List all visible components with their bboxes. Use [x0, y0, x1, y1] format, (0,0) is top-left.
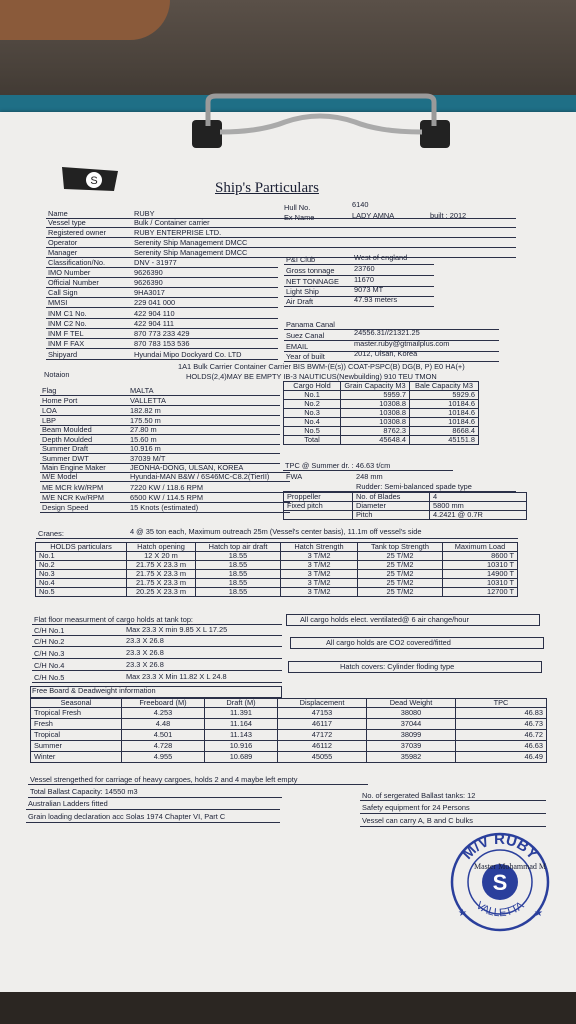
dimension-value: 15 Knots (estimated)	[130, 503, 199, 512]
freeboard-cell: 38080	[367, 708, 456, 719]
holds-cell: 12700 T	[443, 588, 518, 597]
grain-cell: 10308.8	[341, 400, 410, 409]
grain-cell: No.3	[284, 409, 341, 418]
freeboard-cell: 10.689	[205, 752, 278, 763]
right-particular-label: Air Draft	[286, 297, 314, 306]
dimension-label: M/E NCR Kw/RPM	[42, 493, 105, 502]
table-row	[284, 502, 527, 511]
table-row	[36, 588, 518, 597]
holds-cell: 18.55	[196, 552, 281, 561]
freeboard-cell: Summer	[31, 741, 122, 752]
grain-header: Cargo Hold	[284, 382, 341, 391]
cargo-hold-label: C/H No.5	[34, 673, 65, 682]
fwa-value: 248 mm	[356, 472, 383, 481]
holds-cell: 3 T/M2	[281, 561, 358, 570]
cargo-hold-label: C/H No.4	[34, 661, 65, 670]
dimension-label: M/E Model	[42, 472, 78, 481]
dimension-value: 37039 M/T	[130, 454, 166, 463]
holds-cell: 8600 T	[443, 552, 518, 561]
table-row	[31, 719, 547, 730]
particular-label: MMSI	[48, 298, 68, 307]
rule-line	[46, 237, 516, 238]
propeller-table	[283, 492, 527, 520]
co2-note: All cargo holds are CO2 covered/fitted	[326, 638, 451, 647]
dimension-value: 7220 KW / 118.6 RPM	[130, 483, 203, 492]
holds-cell: 20.25 X 23.3 m	[127, 588, 196, 597]
right-particular-value: West of england	[354, 253, 408, 262]
freeboard-cell: 4.955	[122, 752, 205, 763]
right-particular-label: Gross tonnage	[286, 266, 335, 275]
cargo-hold-value: Max 23.3 X min 9.85 X L 17.25	[126, 625, 228, 634]
grain-cell: No.1	[284, 391, 341, 400]
holds-cell: 18.55	[196, 588, 281, 597]
holds-cell: 21.75 X 23.3 m	[127, 570, 196, 579]
australian-ladders: Australian Ladders fitted	[28, 799, 108, 808]
dimension-label: Home Port	[42, 396, 78, 405]
holds-cell: 21.75 X 23.3 m	[127, 561, 196, 570]
right-particular-value: 9073 MT	[354, 285, 384, 294]
holds-header: Maximum Load	[443, 543, 518, 552]
canal-label: Year of built	[286, 352, 325, 361]
freeboard-cell: Fresh	[31, 719, 122, 730]
dimension-value: 10.916 m	[130, 444, 161, 453]
dimension-value: 15.60 m	[130, 435, 157, 444]
canal-label: Suez Canal	[286, 331, 325, 340]
grain-header: Bale Capacity M3	[410, 382, 479, 391]
particular-value: 9626390	[134, 278, 163, 287]
dimension-label: Depth Moulded	[42, 435, 93, 444]
holds-header: HOLDS particulars	[36, 543, 127, 552]
propeller-cell: Pitch	[353, 511, 430, 520]
dimension-value: 6500 KW / 114.5 RPM	[130, 493, 203, 502]
freeboard-title: Free Board & Deadweight information	[32, 686, 156, 695]
hull-no-value: 6140	[352, 200, 369, 209]
ship-stamp	[448, 830, 552, 934]
dimension-label: LOA	[42, 406, 57, 415]
freeboard-cell: 4.501	[122, 730, 205, 741]
grain-cell: No.4	[284, 418, 341, 427]
rule-line	[360, 800, 546, 801]
rule-line	[28, 797, 282, 798]
holds-cell: 21.75 X 23.3 m	[127, 579, 196, 588]
holds-cell: 18.55	[196, 570, 281, 579]
canal-value: master.ruby@gtmailplus.com	[354, 339, 450, 348]
grain-cell: 10308.8	[341, 409, 410, 418]
rule-line	[40, 512, 290, 513]
grain-declaration: Grain loading declaration acc Solas 1974 Chapter VI, Part C	[28, 812, 226, 821]
freeboard-cell: 46117	[278, 719, 367, 730]
canal-label: Panama Canal	[286, 320, 335, 329]
dimension-value: 27.80 m	[130, 425, 157, 434]
safety-equipment: Safety equipment for 24 Persons	[362, 803, 470, 812]
dimension-value: 182.82 m	[130, 406, 161, 415]
rule-line	[40, 481, 290, 482]
holds-cell: 3 T/M2	[281, 570, 358, 579]
right-particular-label: Light Ship	[286, 287, 319, 296]
freeboard-cell: 38099	[367, 730, 456, 741]
propeller-cell: No. of Blades	[353, 493, 430, 502]
rule-line	[284, 306, 434, 307]
table-row	[36, 570, 518, 579]
canal-label: EMAIL	[286, 342, 309, 351]
freeboard-header: Draft (M)	[205, 699, 278, 708]
svg-text:M/V RUBY	[459, 831, 541, 863]
grain-cell: Total	[284, 436, 341, 445]
grain-cell: 8668.4	[410, 427, 479, 436]
holds-cell: 12 X 20 m	[127, 552, 196, 561]
cloth	[0, 0, 170, 40]
holds-cell: 25 T/M2	[358, 561, 443, 570]
dimension-label: Summer DWT	[42, 454, 89, 463]
rule-line	[46, 227, 516, 228]
freeboard-cell: 46112	[278, 741, 367, 752]
rule-line	[36, 538, 518, 539]
right-particular-value: 11670	[354, 275, 375, 284]
table-row	[284, 511, 527, 520]
holds-table	[35, 542, 518, 597]
rule-line	[283, 470, 453, 471]
table-surface-bottom	[0, 992, 576, 1024]
cargo-hold-label: C/H No.1	[34, 626, 65, 635]
holds-cell: 18.55	[196, 579, 281, 588]
grain-capacity-table	[283, 381, 479, 445]
holds-cell: No.5	[36, 588, 127, 597]
grain-cell: 5929.6	[410, 391, 479, 400]
holds-cell: 25 T/M2	[358, 552, 443, 561]
particular-value: Hyundai Mipo Dockyard Co. LTD	[134, 350, 242, 359]
table-row	[36, 561, 518, 570]
ballast-capacity: Total Ballast Capacity: 14550 m3	[30, 787, 138, 796]
holds-cell: 10310 T	[443, 579, 518, 588]
freeboard-cell: 46.49	[456, 752, 547, 763]
holds-cell: No.2	[36, 561, 127, 570]
freeboard-cell: 4.253	[122, 708, 205, 719]
grain-cell: 45648.4	[341, 436, 410, 445]
cargo-hold-label: C/H No.3	[34, 649, 65, 658]
particular-label: INM F FAX	[48, 339, 85, 348]
propeller-cell	[284, 511, 353, 520]
particular-value: 9626390	[134, 268, 163, 277]
holds-cell: 18.55	[196, 561, 281, 570]
notation-line-1: 1A1 Bulk Carrier Container Carrier BIS BWM-(E(s)) COAT-PSPC(B) DG(B, P) E0 HA(+)	[178, 362, 465, 371]
propeller-cell: 4	[430, 493, 527, 502]
particular-label: INM C2 No.	[48, 319, 87, 328]
hatch-covers-note: Hatch covers: Cylinder floding type	[340, 662, 455, 671]
grain-cell: No.2	[284, 400, 341, 409]
particular-label: Official Number	[48, 278, 99, 287]
holds-cell: No.1	[36, 552, 127, 561]
particular-label: Operator	[48, 238, 78, 247]
freeboard-cell: 35982	[367, 752, 456, 763]
holds-cell: 25 T/M2	[358, 579, 443, 588]
ex-name-value: LADY AMNA	[352, 211, 395, 220]
particular-value: 422 904 110	[134, 309, 175, 318]
grain-cell: 5959.7	[341, 391, 410, 400]
freeboard-cell: 47172	[278, 730, 367, 741]
grain-cell: No.5	[284, 427, 341, 436]
canal-value: 24556.31//21321.25	[354, 328, 420, 337]
particular-value: RUBY	[134, 209, 155, 218]
dimension-label: Main Engine Maker	[42, 463, 106, 472]
freeboard-cell: 46.83	[456, 708, 547, 719]
particular-value: 870 783 153 536	[134, 339, 190, 348]
table-row	[31, 708, 547, 719]
flat-floor-heading: Flat floor measurment of cargo holds at tank top:	[34, 615, 193, 624]
propeller-cell: Diameter	[353, 502, 430, 511]
holds-cell: 3 T/M2	[281, 579, 358, 588]
table-row	[31, 741, 547, 752]
rule-line	[46, 348, 278, 349]
right-particular-label: P&I Club	[286, 255, 316, 264]
freeboard-header: TPC	[456, 699, 547, 708]
freeboard-cell: Winter	[31, 752, 122, 763]
particular-label: INM F TEL	[48, 329, 84, 338]
rule-line	[360, 813, 546, 814]
dimension-label: LBP	[42, 416, 56, 425]
freeboard-cell: 11.143	[205, 730, 278, 741]
grain-header: Grain Capacity M3	[341, 382, 410, 391]
dimension-value: 175.50 m	[130, 416, 161, 425]
ventilation-note: All cargo holds elect. ventilated@ 6 air change/hour	[300, 615, 469, 624]
freeboard-cell: 37039	[367, 741, 456, 752]
cranes-value: 4 @ 35 ton each, Maximum outreach 25m (Vessel's center basis), 11.1m off vessel's side	[130, 527, 422, 536]
freeboard-header: Freeboard (M)	[122, 699, 205, 708]
rule-line	[32, 682, 282, 683]
holds-cell: No.3	[36, 570, 127, 579]
particular-value: RUBY ENTERPRISE LTD.	[134, 228, 222, 237]
holds-cell: 25 T/M2	[358, 588, 443, 597]
propeller-cell: Proppeller	[284, 493, 353, 502]
particular-value: Serenity Ship Management DMCC	[134, 248, 248, 257]
strengthened-note: Vessel strengethed for carriage of heavy cargoes, holds 2 and 4 maybe left empty	[30, 775, 298, 784]
table-row	[284, 436, 479, 445]
particular-value: 229 041 000	[134, 298, 176, 307]
dimension-label: Design Speed	[42, 503, 89, 512]
svg-text:VALLETTA	[474, 899, 527, 919]
rule-line	[32, 658, 282, 659]
built-year: built : 2012	[430, 211, 467, 220]
hull-no-label: Hull No.	[284, 203, 311, 212]
particular-label: Call Sign	[48, 288, 78, 297]
stamp-letter: S	[492, 870, 508, 895]
holds-cell: 3 T/M2	[281, 552, 358, 561]
holds-cell: 3 T/M2	[281, 588, 358, 597]
dimension-label: Summer Draft	[42, 444, 88, 453]
particular-label: IMO Number	[48, 268, 91, 277]
cargo-hold-label: C/H No.2	[34, 637, 65, 646]
freeboard-cell: Tropical	[31, 730, 122, 741]
holds-cell: No.4	[36, 579, 127, 588]
grain-cell: 10184.6	[410, 409, 479, 418]
propeller-cell: 4.2421 @ 0.7R	[430, 511, 527, 520]
stamp-bottom-text: VALLETTA	[473, 899, 527, 920]
rule-line	[32, 646, 282, 647]
grain-cell: 10184.6	[410, 418, 479, 427]
particular-label: Shipyard	[48, 350, 78, 359]
cargo-hold-value: 23.3 X 26.8	[126, 636, 164, 645]
svg-text:★: ★	[458, 908, 467, 919]
grain-cell: 8762.3	[341, 427, 410, 436]
right-particular-value: 23760	[354, 264, 375, 273]
particular-value: Serenity Ship Management DMCC	[134, 238, 248, 247]
propeller-cell: 5800 mm	[430, 502, 527, 511]
rule-line	[26, 822, 280, 823]
fwa-label: FWA	[286, 472, 303, 481]
cargo-hold-value: Max 23.3 X Min 11.82 X L 24.8	[126, 672, 227, 681]
freeboard-cell: 4.728	[122, 741, 205, 752]
holds-header: Hatch top air draft	[196, 543, 281, 552]
particular-value: 9HA3017	[134, 288, 165, 297]
ex-name-label: Ex Name	[284, 213, 315, 222]
freeboard-header: Dead Weight	[367, 699, 456, 708]
particular-value: Bulk / Container carrier	[134, 218, 210, 227]
dimension-label: ME MCR kW/RPM	[42, 483, 104, 492]
freeboard-cell: 11.164	[205, 719, 278, 730]
canal-value: 2012, Ulsan, Korea	[354, 349, 418, 358]
rule-line	[46, 247, 516, 248]
grain-cell: 45151.8	[410, 436, 479, 445]
particular-value: 422 904 111	[134, 319, 175, 328]
cargo-hold-value: 23.3 X 26.8	[126, 660, 164, 669]
svg-text:★: ★	[534, 908, 543, 919]
holds-header: Hatch Strength	[281, 543, 358, 552]
holds-cell: 25 T/M2	[358, 570, 443, 579]
rule-line	[46, 307, 278, 308]
dimension-value: Hyundai-MAN B&W / 6S46MC-C8.2(TierII)	[130, 472, 270, 481]
particular-label: INM C1 No.	[48, 309, 87, 318]
particular-label: Name	[48, 209, 68, 218]
dimension-value: VALLETTA	[130, 396, 166, 405]
particular-value: DNV - 31977	[134, 258, 177, 267]
master-signature: Master Mohammad M	[474, 862, 546, 871]
freeboard-cell: 37044	[367, 719, 456, 730]
rudder-type: Rudder: Semi-balanced spade type	[356, 482, 472, 491]
grain-cell: 10184.6	[410, 400, 479, 409]
particular-label: Manager	[48, 248, 78, 257]
right-particular-label: NET TONNAGE	[286, 277, 339, 286]
freeboard-cell: 45055	[278, 752, 367, 763]
notation-line-2: HOLDS(2,4)MAY BE EMPTY IB-3 NAUTICUS(Newbuilding) 910 TEU TMON	[186, 372, 437, 381]
dimension-value: JEONHA-DONG, ULSAN, KOREA	[130, 463, 244, 472]
holds-header: Tank top Strength	[358, 543, 443, 552]
cranes-label: Cranes:	[38, 529, 64, 538]
freeboard-table	[30, 698, 547, 763]
propeller-cell: Fixed pitch	[284, 502, 353, 511]
rule-line	[360, 826, 546, 827]
freeboard-header: Displacement	[278, 699, 367, 708]
freeboard-cell: 47153	[278, 708, 367, 719]
page-title: Ship's Particulars	[215, 180, 319, 196]
holds-cell: 10310 T	[443, 561, 518, 570]
particular-label: Registered owner	[48, 228, 106, 237]
holds-cell: 14900 T	[443, 570, 518, 579]
table-row	[36, 579, 518, 588]
rule-line	[26, 809, 280, 810]
logo-letter: S	[90, 175, 98, 187]
rule-line	[28, 784, 368, 785]
stamp-top-text: M/V RUBY	[458, 830, 542, 863]
table-row	[31, 752, 547, 763]
cargo-hold-value: 23.3 X 26.8	[126, 648, 164, 657]
rule-line	[46, 257, 516, 258]
dimension-value: MALTA	[130, 386, 154, 395]
dimension-label: Flag	[42, 386, 57, 395]
holds-header: Hatch opening	[127, 543, 196, 552]
rule-line	[46, 359, 278, 360]
tpc-summer: TPC @ Summer dr. : 46.63 t/cm	[285, 461, 391, 470]
table-row	[31, 730, 547, 741]
dimension-label: Beam Moulded	[42, 425, 92, 434]
segregated-ballast: No. of sergerated Ballast tanks: 12	[362, 791, 476, 800]
freeboard-cell: 46.63	[456, 741, 547, 752]
grain-cell: 10308.8	[341, 418, 410, 427]
notation-label: Notaion	[44, 370, 70, 379]
freeboard-cell: Tropical Fresh	[31, 708, 122, 719]
particular-value: 870 773 233 429	[134, 329, 190, 338]
freeboard-cell: 46.73	[456, 719, 547, 730]
bulk-cargo-types: Vessel can carry A, B and C bulks	[362, 816, 473, 825]
rule-line	[32, 670, 282, 671]
freeboard-cell: 4.48	[122, 719, 205, 730]
freeboard-cell: 10.916	[205, 741, 278, 752]
right-particular-value: 47.93 meters	[354, 295, 398, 304]
particular-label: Classification/No.	[48, 258, 106, 267]
company-flag-logo	[60, 165, 120, 195]
freeboard-header: Seasonal	[31, 699, 122, 708]
table-row	[36, 552, 518, 561]
particular-label: Vessel type	[48, 218, 86, 227]
freeboard-cell: 11.391	[205, 708, 278, 719]
freeboard-cell: 46.72	[456, 730, 547, 741]
clipboard-clip	[190, 92, 452, 154]
